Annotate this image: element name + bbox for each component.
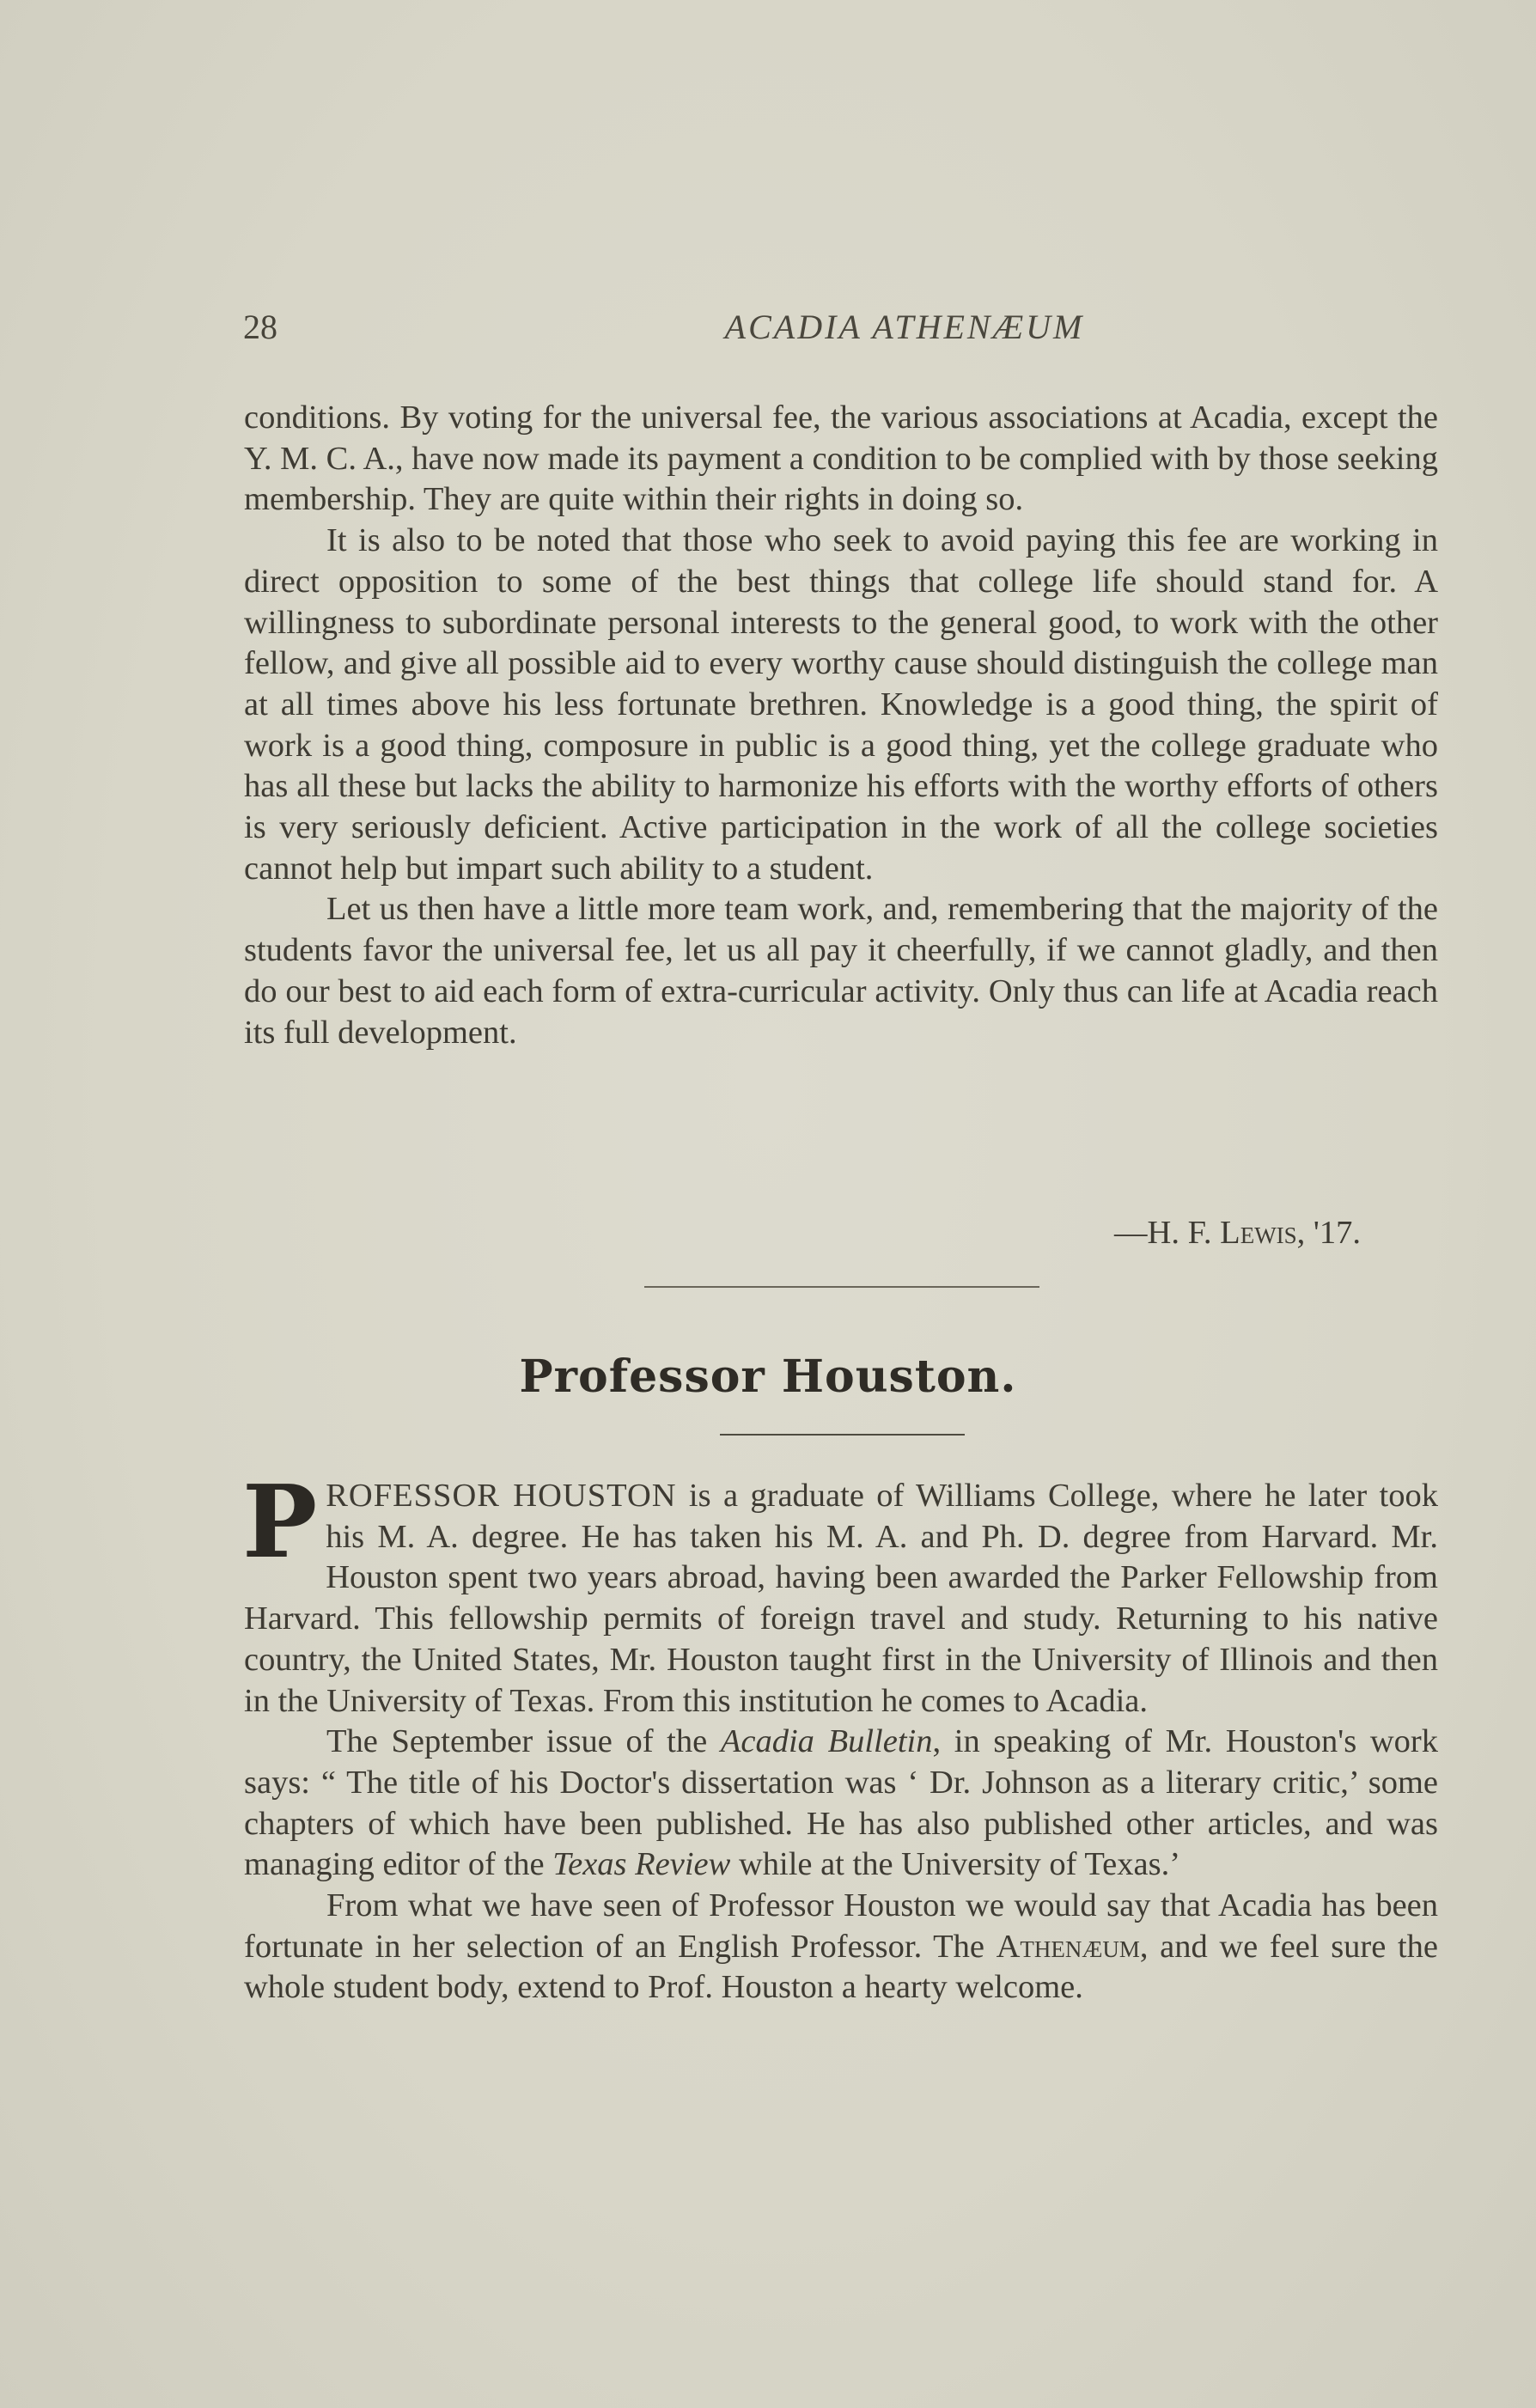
page-number: 28 (243, 308, 277, 346)
paragraph: It is also to be noted that those who seek to avoid paying this fee are working in direct opposition to some of the best things that college life should stand for. A willingness to subordinate personal interests to the general good, to work with the other fellow, and give all possible aid to every worthy cause should distinguish the college man at all times above his less fortunate brethren. Knowledge is a good thing, the spirit of work is a good thing, composure in public is a good thing, yet the college graduate who has all these but lacks the ability to harmonize his efforts with the worthy efforts of others is very seriously deficient. Active participation in the work of all the college societies cannot help but impart such ability to a student. (244, 522, 1438, 887)
journal-name: Athenæum (996, 1928, 1140, 1965)
section-title: Professor Houston. (519, 1350, 1017, 1403)
text-run: , in speaking of Mr. Houston's work says: “ The title of his Doctor's dissertation was ‘ Dr. Johnson as a literary critic,’ some chapters of which have been published. He has also published other articles, and was managing editor of the (244, 1723, 1438, 1883)
paragraph (244, 1886, 1438, 2009)
text-run: The September issue of the (326, 1723, 721, 1760)
article-body-universal-fee (244, 398, 1438, 1053)
opening-words: ROFESSOR HOUSTON (326, 1478, 677, 1514)
section-divider (644, 1286, 1039, 1288)
drop-cap: P (242, 1464, 318, 1581)
paragraph: conditions. By voting for the universal fee, the various associations at Acadia, except the Y. M. C. A., have now made its payment a condition to be complied with by those seeking membership. They are quite within their rights in doing so. (244, 399, 1438, 518)
title-underline (720, 1434, 965, 1436)
running-head (243, 307, 1437, 350)
publication-title: Texas Review (552, 1846, 731, 1883)
paragraph: Let us then have a little more team work, and, remembering that the majority of the students favor the universal fee, let us all pay it cheerfully, if we cannot gladly, and then do our best to aid each form of extra-curricular activity. Only thus can life at Acadia reach its full development. (244, 891, 1438, 1051)
paragraph (242, 1464, 1438, 1722)
author-signature: —H. F. Lewis, '17. (1114, 1215, 1361, 1251)
publication-title: Acadia Bulletin (720, 1723, 933, 1760)
journal-title: ACADIA ATHENÆUM (724, 308, 1085, 346)
paragraph-text: is a graduate of Williams College, where he later took his M. A. degree. He has taken his M. A. and Ph. D. degree from Harvard. Mr. Houston spent two years abroad, having been awarded the Parker Fellowship from Harvard. This fellowship permits of foreign travel and study. Returning to his native country, the United States, Mr. Houston taught first in the University of Illinois and then in the University of Texas. From this institution he comes to Acadia. (244, 1478, 1438, 1719)
text-run: , and we feel sure the whole student body, extend to Prof. Houston a hearty welcome. (244, 1928, 1438, 2006)
paragraph (244, 1722, 1438, 1886)
text-run: while at the University of Texas.’ (730, 1846, 1181, 1883)
text-run: From what we have seen of Professor Houston we would say that Acadia has been fortunate in her selection of an English Professor. The (244, 1887, 1438, 1965)
article-body-professor-houston (242, 1464, 1438, 2009)
